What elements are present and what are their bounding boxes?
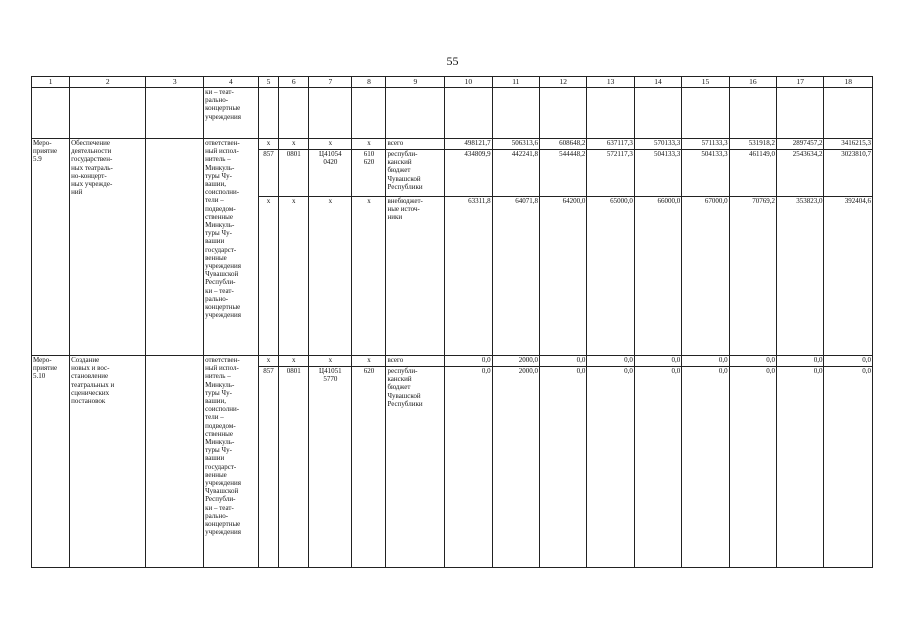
event-number: Меро- приятие 5.10 bbox=[32, 356, 70, 568]
amount-cell: 506313,6 bbox=[492, 139, 539, 150]
event-name: Создание новых и вос- становление театральных и сценических постановок bbox=[70, 356, 146, 568]
expense-type-code: x bbox=[352, 356, 386, 367]
header-row bbox=[32, 77, 873, 88]
section-code: x bbox=[279, 197, 309, 356]
column-number-15: 15 bbox=[682, 77, 729, 88]
column-number-9: 9 bbox=[386, 77, 445, 88]
column-number-2: 2 bbox=[70, 77, 146, 88]
funding-source: республи- канский бюджет Чувашской Республики bbox=[386, 150, 445, 197]
column-number-8: 8 bbox=[352, 77, 386, 88]
amount-cell: 572117,3 bbox=[587, 150, 634, 197]
funding-source: внебюджет- ные источ- ники bbox=[386, 197, 445, 356]
funding-source: всего bbox=[386, 139, 445, 150]
event-row bbox=[32, 356, 873, 367]
event-executor: ответствен- ный испол- нитель – Минкуль- туры Чу- вашии, соисполни- тели – подведом- ственные Минкуль- туры Чу- вашии государст- венные учреждения Чувашской Республи- ки – теат- рально- концертные учреждения bbox=[204, 139, 259, 356]
budget-table bbox=[31, 76, 873, 568]
section-code: 0801 bbox=[279, 367, 309, 568]
amount-cell: 498121,7 bbox=[445, 139, 492, 150]
admin-code: 857 bbox=[258, 367, 279, 568]
column-number-3: 3 bbox=[146, 77, 204, 88]
amount-cell: 3416215,3 bbox=[824, 139, 873, 150]
amount-cell: 637117,3 bbox=[587, 139, 634, 150]
amount-cell: 0,0 bbox=[540, 367, 587, 568]
funding-source: всего bbox=[386, 356, 445, 367]
empty-cell bbox=[146, 356, 204, 568]
amount-cell: 0,0 bbox=[634, 367, 681, 568]
amount-cell: 0,0 bbox=[540, 356, 587, 367]
continuation-row bbox=[32, 88, 873, 139]
amount-cell: 0,0 bbox=[824, 367, 873, 568]
amount-cell: 65000,0 bbox=[587, 197, 634, 356]
empty-cell bbox=[146, 139, 204, 356]
event-name: Обеспечение деятельности государствен- ных театраль- но-концерт- ных учрежде- ний bbox=[70, 139, 146, 356]
admin-code: x bbox=[258, 356, 279, 367]
admin-code: x bbox=[258, 197, 279, 356]
column-number-14: 14 bbox=[634, 77, 681, 88]
amount-cell: 0,0 bbox=[729, 356, 776, 367]
expense-type-code: x bbox=[352, 197, 386, 356]
funding-source: республи- канский бюджет Чувашской Республики bbox=[386, 367, 445, 568]
event-executor: ответствен- ный испол- нитель – Минкуль- туры Чу- вашии, соисполни- тели – подведом- ственные Минкуль- туры Чу- вашии государст- венные учреждения Чувашской Республи- ки – теат- рально- концертные учреждения bbox=[204, 356, 259, 568]
amount-cell: 571133,3 bbox=[682, 139, 729, 150]
column-number-13: 13 bbox=[587, 77, 634, 88]
column-number-6: 6 bbox=[279, 77, 309, 88]
amount-cell: 442241,8 bbox=[492, 150, 539, 197]
section-code: x bbox=[279, 356, 309, 367]
column-number-12: 12 bbox=[540, 77, 587, 88]
amount-cell: 0,0 bbox=[682, 367, 729, 568]
amount-cell: 570133,3 bbox=[634, 139, 681, 150]
target-article-code: x bbox=[309, 197, 352, 356]
amount-cell: 0,0 bbox=[824, 356, 873, 367]
target-article-code: x bbox=[309, 356, 352, 367]
event-number: Меро- приятие 5.9 bbox=[32, 139, 70, 356]
amount-cell: 0,0 bbox=[729, 367, 776, 568]
expense-type-code: 610 620 bbox=[352, 150, 386, 197]
amount-cell: 531918,2 bbox=[729, 139, 776, 150]
amount-cell: 67000,0 bbox=[682, 197, 729, 356]
amount-cell: 2000,0 bbox=[492, 356, 539, 367]
amount-cell: 461149,0 bbox=[729, 150, 776, 197]
section-code: 0801 bbox=[279, 150, 309, 197]
amount-cell: 0,0 bbox=[445, 367, 492, 568]
amount-cell: 66000,0 bbox=[634, 197, 681, 356]
amount-cell: 608648,2 bbox=[540, 139, 587, 150]
page-number: 55 bbox=[446, 54, 459, 68]
expense-type-code: x bbox=[352, 139, 386, 150]
event-row bbox=[32, 139, 873, 150]
amount-cell: 0,0 bbox=[777, 356, 824, 367]
amount-cell: 0,0 bbox=[587, 367, 634, 568]
amount-cell: 2897457,2 bbox=[777, 139, 824, 150]
target-article-code: Ц41054 0420 bbox=[309, 150, 352, 197]
amount-cell: 2000,0 bbox=[492, 367, 539, 568]
amount-cell: 64200,0 bbox=[540, 197, 587, 356]
column-number-4: 4 bbox=[204, 77, 259, 88]
continued-executor-cell: ки – теат- рально- концертные учреждения bbox=[204, 88, 259, 139]
admin-code: 857 bbox=[258, 150, 279, 197]
admin-code: x bbox=[258, 139, 279, 150]
column-number-10: 10 bbox=[445, 77, 492, 88]
amount-cell: 0,0 bbox=[634, 356, 681, 367]
amount-cell: 544448,2 bbox=[540, 150, 587, 197]
amount-cell: 504133,3 bbox=[634, 150, 681, 197]
column-number-5: 5 bbox=[258, 77, 279, 88]
amount-cell: 0,0 bbox=[777, 367, 824, 568]
column-number-11: 11 bbox=[492, 77, 539, 88]
amount-cell: 63311,8 bbox=[445, 197, 492, 356]
amount-cell: 0,0 bbox=[682, 356, 729, 367]
target-article-code: x bbox=[309, 139, 352, 150]
amount-cell: 353823,0 bbox=[777, 197, 824, 356]
column-number-18: 18 bbox=[824, 77, 873, 88]
amount-cell: 3023810,7 bbox=[824, 150, 873, 197]
amount-cell: 434809,9 bbox=[445, 150, 492, 197]
column-number-17: 17 bbox=[777, 77, 824, 88]
amount-cell: 504133,3 bbox=[682, 150, 729, 197]
column-number-7: 7 bbox=[309, 77, 352, 88]
column-number-16: 16 bbox=[729, 77, 776, 88]
amount-cell: 64071,8 bbox=[492, 197, 539, 356]
amount-cell: 0,0 bbox=[587, 356, 634, 367]
amount-cell: 2543634,2 bbox=[777, 150, 824, 197]
target-article-code: Ц41051 5770 bbox=[309, 367, 352, 568]
expense-type-code: 620 bbox=[352, 367, 386, 568]
column-number-1: 1 bbox=[32, 77, 70, 88]
amount-cell: 0,0 bbox=[445, 356, 492, 367]
amount-cell: 70769,2 bbox=[729, 197, 776, 356]
section-code: x bbox=[279, 139, 309, 150]
amount-cell: 392404,6 bbox=[824, 197, 873, 356]
